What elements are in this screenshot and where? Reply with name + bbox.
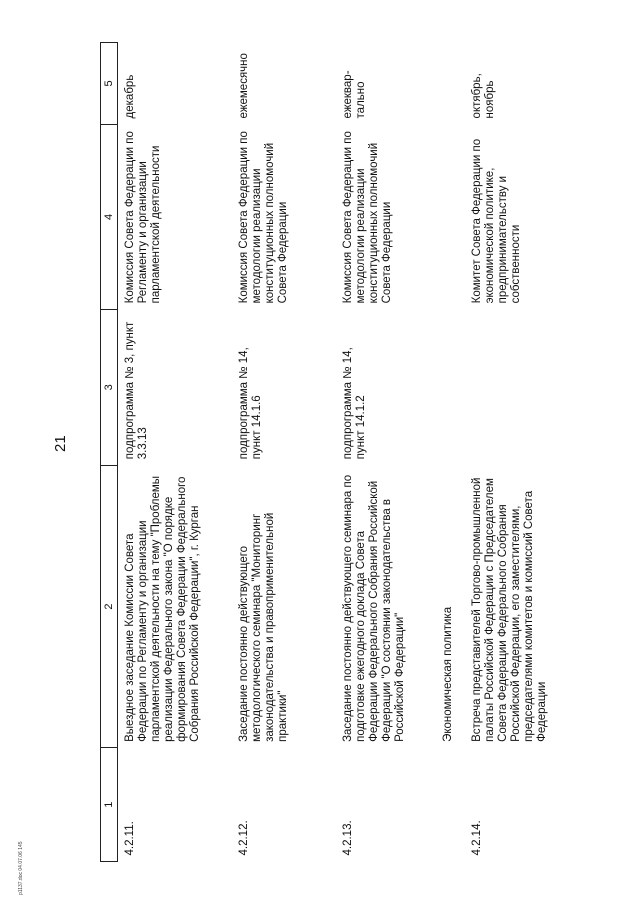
responsible-body: Комиссия Совета Федерации по методологии реализации конституционных полномочий Совета Федерации [342,131,393,304]
event-date: декабрь [124,74,136,119]
event-description: Выездное заседание Комиссии Совета Федерации по Регламенту и организации парламентской деятельности на тему "Проблемы реализации Федерального закона "О порядке формирования Совета Федерации Федерального Собрания Российской Федерации", г. Курган [124,475,201,742]
responsible-body: Комитет Совета Федерации по экономической политике, предпринимательству и собственности [471,138,522,304]
table-row [118,43,233,862]
event-date: ежеквар-тально [342,70,367,119]
column-header: 2 [101,465,118,748]
plan-table [100,42,581,862]
event-description: Встреча представителей Торгово-промышленной палаты Российской Федерации с Председателем Совета Федерации Федерального Собрания Российской Федерации, его заместителями, председателями комитетов и комиссий Совета Федерации [471,477,548,742]
table-row [336,43,436,862]
row-number: 4.2.14. [471,820,483,856]
row-number: 4.2.13. [342,820,354,856]
event-description: Заседание постоянно действующего семинара по подготовке ежегодного доклада Совета Федерации Федерального Собрания Российской Федерации "О состоянии законодательства в Российской Федерации" [342,474,406,742]
row-number: 4.2.12. [238,820,250,856]
column-header: 4 [101,124,118,309]
program-reference: подпрограмма № 14, пункт 14.1.2 [342,347,367,460]
page-number: 21 [52,435,69,452]
program-reference: подпрограмма № 14, пункт 14.1.6 [238,347,263,460]
table-header-row [101,43,118,862]
section-row [436,43,465,862]
event-date: октябрь, ноябрь [471,73,496,119]
event-date: ежемесячно [238,53,250,119]
event-description: Заседание постоянно действующего методологического семинара "Мониторинг законодательства и правоприменительной практики" [238,512,289,742]
table-row [232,43,336,862]
responsible-body: Комиссия Совета Федерации по методологии реализации конституционных полномочий Совета Федерации [238,131,289,304]
program-reference [465,309,581,465]
column-header: 5 [101,43,118,125]
program-reference: подпрограмма № 3, пункт 3.3.13 [124,321,149,460]
table-row [465,43,581,862]
responsible-body: Комиссия Совета Федерации по Регламенту и организации парламентской деятельности [124,131,162,304]
column-header: 3 [101,309,118,465]
row-number: 4.2.11. [124,821,136,856]
column-header: 1 [101,748,118,862]
plan-table-sheet [100,42,548,862]
section-title: Экономическая политика [442,606,454,742]
document-footer-code: p1137.doc 04.07.06 145 [18,841,24,895]
